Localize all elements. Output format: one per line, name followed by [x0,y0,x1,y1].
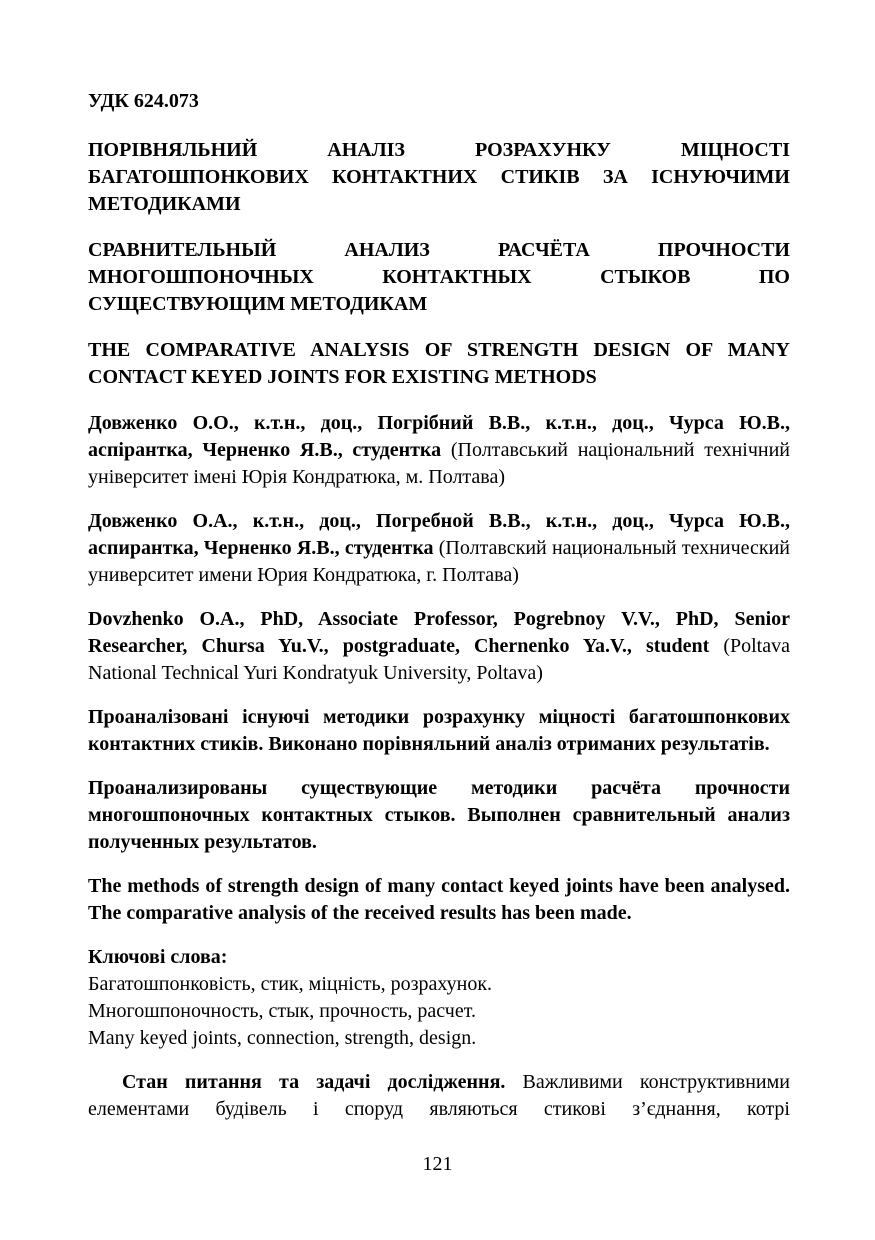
body-paragraph [88,1069,790,1123]
body-text: Важливими конструктивними елементами будівель і споруд являються стикові з’єднання, котрі [88,1071,790,1120]
authors-ru-affiliation: (Полтавский национальный технический университет имени Юрия Кондратюка, г. Полтава) [88,537,791,586]
keywords-en: Many keyed joints, connection, strength, design. [88,1027,477,1049]
udc-code: УДК 624.073 [88,90,199,112]
authors-en-names: Dovzhenko O.A., PhD, Associate Professor, Pogrebnoy V.V., PhD, Senior Researcher, Chursa Yu.V., postgraduate, Chernenko Ya.V., student [88,608,790,657]
section-heading: Стан питання та задачі дослідження. [122,1071,506,1093]
authors-uk [88,410,790,491]
authors-en-affiliation: (Poltava National Technical Yuri Kondratyuk University, Poltava) [88,635,790,684]
abstract-uk: Проаналізовані існуючі методики розрахунку міцності багатошпонкових контактних стиків. Виконано порівняльний аналіз отриманих результатів. [88,706,790,755]
authors-ru [88,508,790,589]
authors-en [88,606,790,687]
keywords-ru: Многошпоночность, стык, прочность, расчет. [88,1000,476,1022]
keywords-block [88,944,790,1052]
abstract-ru: Проанализированы существующие методики расчёта прочности многошпоночных контактных стыков. Выполнен сравнительный анализ полученных результатов. [88,777,790,853]
article-title-en: THE COMPARATIVE ANALYSIS OF STRENGTH DESIGN OF MANY CONTACT KEYED JOINTS FOR EXISTING METHODS [88,339,790,388]
page-number: 121 [422,1153,453,1175]
authors-ru-names: Довженко О.А., к.т.н., доц., Погребной В.В., к.т.н., доц., Чурса Ю.В., аспирантка, Черненко Я.В., студентка [88,510,790,559]
keywords-label: Ключові слова: [88,946,228,968]
abstract-en: The methods of strength design of many contact keyed joints have been analysed. The comparative analysis of the received results has been made. [88,875,790,924]
article-title-ru: СРАВНИТЕЛЬНЫЙ АНАЛИЗ РАСЧЁТА ПРОЧНОСТИ МНОГОШПОНОЧНЫХ КОНТАКТНЫХ СТЫКОВ ПО СУЩЕСТВУЮЩИМ МЕТОДИКАМ [88,239,790,315]
authors-uk-names: Довженко О.О., к.т.н., доц., Погрібний В.В., к.т.н., доц., Чурса Ю.В., аспірантка, Черненко Я.В., студентка [88,412,790,461]
article-title-uk: ПОРІВНЯЛЬНИЙ АНАЛІЗ РОЗРАХУНКУ МІЦНОСТІ БАГАТОШПОНКОВИХ КОНТАКТНИХ СТИКІВ ЗА ІСНУЮЧИМИ МЕТОДИКАМИ [88,139,790,215]
keywords-uk: Багатошпонковість, стик, міцність, розрахунок. [88,973,493,995]
authors-uk-affiliation: (Полтавський національний технічний університет імені Юрія Кондратюка, м. Полтава) [88,439,790,488]
